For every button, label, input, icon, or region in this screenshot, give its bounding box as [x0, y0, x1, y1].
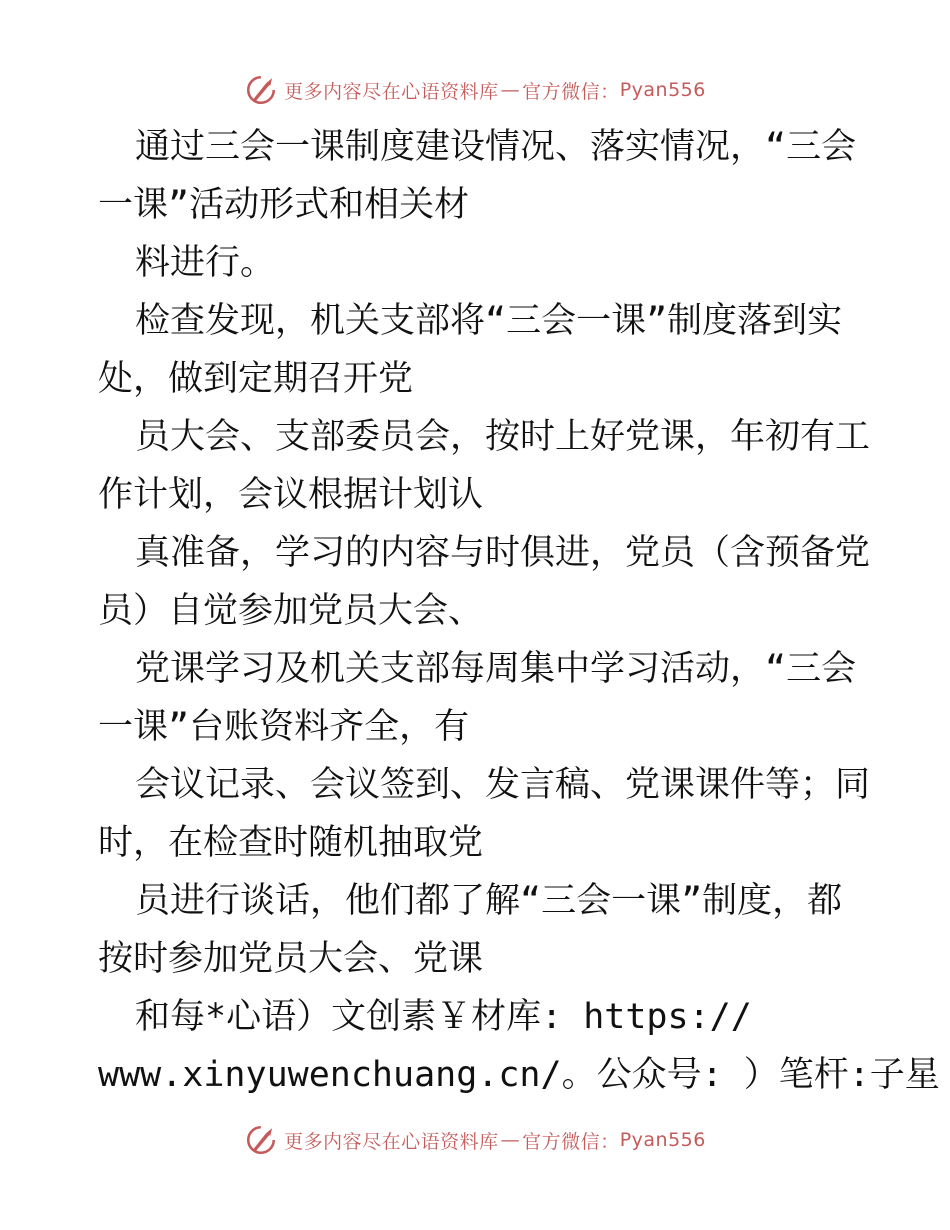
watermark-brand: 更多内容尽在心语资料库 [284, 80, 499, 103]
body-line: 一课”台账资料齐全，有 [98, 707, 470, 747]
body-line: 员进行谈话，他们都了解“三会一课”制度，都 [135, 881, 843, 921]
body-line: 料进行。 [135, 243, 276, 283]
header-watermark [0, 70, 950, 110]
watermark-contact: 官方微信： [522, 80, 620, 103]
body-line: 党课学习及机关支部每周集中学习活动，“三会 [135, 649, 857, 689]
body-line: 处，做到定期召开党 [98, 359, 414, 399]
body-line: www.xinyuwenchuang.cn/。公众号: ）笔杆:子星 [98, 1055, 940, 1095]
watermark-separator: — [500, 1129, 521, 1151]
body-line: 时，在检查时随机抽取党 [98, 823, 484, 863]
body-line: 员）自觉参加党员大会、 [98, 591, 484, 631]
body-line: 和每*心语）文创素￥材库: https:// [135, 997, 752, 1037]
body-line: 会议记录、会议签到、发言稿、党课课件等；同 [135, 765, 871, 805]
footer-watermark [0, 1120, 950, 1160]
watermark-brand: 更多内容尽在心语资料库 [284, 1130, 499, 1153]
watermark-id: Pyan556 [619, 1129, 706, 1151]
quill-pen-logo-icon [244, 1123, 278, 1157]
body-line: 作计划，会议根据计划认 [98, 475, 484, 515]
quill-pen-logo-icon [244, 73, 278, 107]
watermark-separator: — [500, 79, 521, 101]
body-line: 真准备，学习的内容与时俱进，党员（含预备党 [135, 533, 871, 573]
document-body [98, 118, 940, 1104]
body-line: 通过三会一课制度建设情况、落实情况，“三会 [135, 127, 857, 167]
watermark-contact: 官方微信： [522, 1130, 620, 1153]
body-line: 员大会、支部委员会，按时上好党课，年初有工 [135, 417, 871, 457]
watermark-id: Pyan556 [619, 79, 706, 101]
body-line: 按时参加党员大会、党课 [98, 939, 484, 979]
body-line: 检查发现，机关支部将“三会一课”制度落到实 [135, 301, 843, 341]
body-line: 一课”活动形式和相关材 [98, 185, 470, 225]
